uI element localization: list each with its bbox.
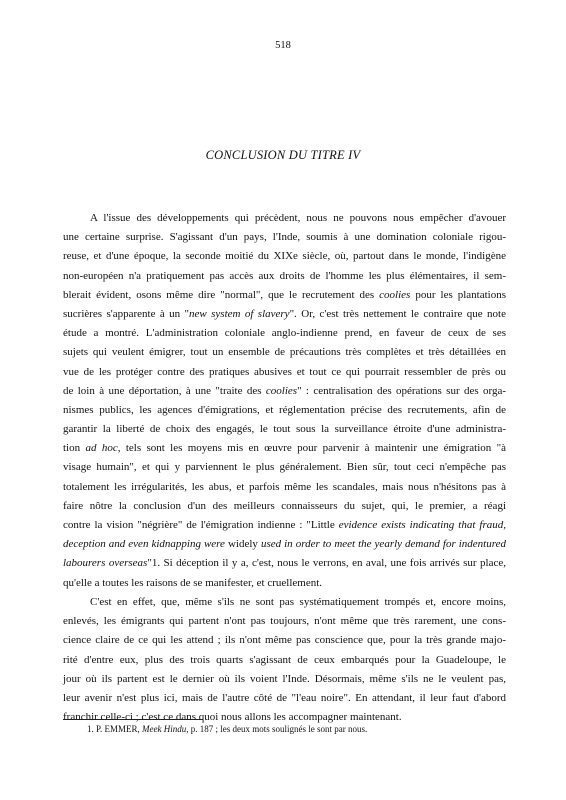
text-run: faire nôtre la conclusion d'un des meilleurs connaisseurs du sujet, qui, le premier, a réagi [63, 499, 506, 512]
text-run: contre la vision "négrière" de l'émigration indienne : "Little [63, 519, 339, 531]
italic-text: coolies [265, 384, 298, 397]
text-run: tion [63, 442, 86, 455]
text-line [63, 401, 506, 420]
text-run: blerait évident, osons même dire "normal", que le recrutement des [63, 288, 380, 301]
text-line [63, 593, 506, 612]
text-line [63, 343, 506, 362]
text-run: leur avenir n'est plus ici, mais de l'autre côté de "l'eau noire". En attendant, il leur faut d'abord [63, 691, 506, 704]
text-run: de loin à une déportation, à une "traite des [63, 384, 266, 397]
footnote [87, 724, 367, 734]
text-run: vue de les protéger contre des pratiques abusives et tout ce qui pourrait ressembler de près ou [63, 365, 506, 378]
text-run: "1. Si déception il y a, c'est, nous le verrons, en aval, une fois arrivés sur place, [147, 557, 506, 570]
paragraph-1 [63, 209, 506, 593]
italic-text: ad hoc [85, 442, 118, 455]
text-run: étude a montré. L'administration coloniale anglo-indienne prend, en faveur de ceux de ses [63, 327, 506, 340]
text-line [63, 535, 506, 554]
text-run: rité d'entre eux, plus des trois quarts s'agissant de ceux embarqués pour la Guadeloupe, le [63, 653, 506, 666]
text-line [63, 305, 506, 324]
text-run: A l'issue des développements qui précèdent, nous ne pouvons nous empêcher d'avouer [90, 212, 506, 224]
italic-text: deception and even kidnapping were [63, 538, 225, 551]
text-run: ". Or, c'est très nettement le contraire que note [289, 307, 506, 320]
text-run: non-européen n'a pratiquement pas accès aux droits de l'homme les plus élémentaires, il sem- [63, 269, 506, 282]
text-run: pour les plantations [410, 288, 506, 301]
text-run: sucrières s'apparente à un " [63, 307, 190, 320]
text-line [63, 651, 506, 670]
text-line [63, 478, 506, 497]
text-line [63, 631, 506, 650]
italic-text: Meek Hindu [142, 724, 187, 734]
text-line [63, 324, 506, 343]
text-run: cience claire de ce qui les attend ; ils n'ont même pas conscience que, pour la très grande majo- [63, 634, 506, 647]
text-line [63, 574, 506, 593]
section-title: CONCLUSION DU TITRE IV [205, 148, 361, 162]
text-run: garantir la liberté de choix des engagés, le tout sous la surveillance étroite d'une administra- [63, 423, 506, 436]
text-line [63, 228, 506, 247]
text-run: qu'elle a toutes les raisons de se manifester, et cruellement. [63, 576, 323, 589]
text-run: jour où ils partent est le dernier où ils voient l'Inde. Désormais, même s'ils ne le veulent pas, [63, 672, 506, 685]
text-line [63, 363, 506, 382]
text-run: C'est en effet, que, même s'ils ne sont pas systématiquement trompés et, encore moins, [90, 596, 506, 608]
italic-text: new system of slavery [189, 307, 290, 320]
italic-text: used in order to meet the yearly demand for indentured [260, 538, 506, 551]
text-line [63, 497, 506, 516]
text-line [63, 382, 506, 401]
text-run: une certaine surprise. S'agissant d'un pays, l'Inde, soumis à une domination coloniale rigou- [63, 231, 506, 244]
paragraph-2 [63, 593, 506, 727]
text-line [63, 209, 506, 228]
text-run: nismes publics, les agences d'émigrations, et réglementation précise des recrutements, afin de [63, 403, 506, 416]
text-line [63, 458, 506, 477]
text-line [63, 689, 506, 708]
text-run: 1. P. EMMER, [87, 724, 143, 734]
text-run: , tels sont les moyens mis en œuvre pour parvenir à maintenir une émigration "à [117, 442, 506, 455]
footnote-divider [63, 719, 203, 720]
italic-text: labourers overseas [63, 557, 148, 570]
text-line [63, 247, 506, 266]
text-run: " : centralisation des opérations sur des orga- [297, 384, 506, 397]
text-run: reuse, et d'une époque, la seconde moitié du XIXe siècle, où, partout dans le monde, l'indigène [63, 250, 506, 263]
page-number: 518 [275, 40, 291, 51]
text-line [63, 267, 506, 286]
italic-text: coolies [379, 288, 411, 301]
text-run: enlevés, les émigrants qui partent n'ont pas toujours, n'ont même que très rarement, une cons- [63, 615, 506, 628]
text-line [63, 554, 506, 573]
text-run: , p. 187 ; les deux mots soulignés le sont par nous. [186, 724, 368, 734]
text-run: franchir celle-ci ; c'est ce dans quoi nous allons les accompagner maintenant. [63, 711, 402, 724]
text-line [63, 420, 506, 439]
text-line [63, 612, 506, 631]
text-line [63, 670, 506, 689]
text-line [63, 286, 506, 305]
text-line [63, 439, 506, 458]
text-run: visage humain", et qui y parviennent le plus généralement. Bien sûr, tout ceci n'empêche pas [63, 461, 506, 474]
italic-text: evidence exists indicating that fraud, [338, 519, 506, 531]
text-run: widely [224, 538, 261, 551]
text-run: sujets qui veulent émigrer, tout un ensemble de précautions très complètes et très détaillées en [63, 346, 506, 359]
text-line [63, 516, 506, 535]
text-run: totalement les irrégularités, les abus, et parfois même les scandales, mais nous n'hésitons pas à [63, 480, 506, 493]
